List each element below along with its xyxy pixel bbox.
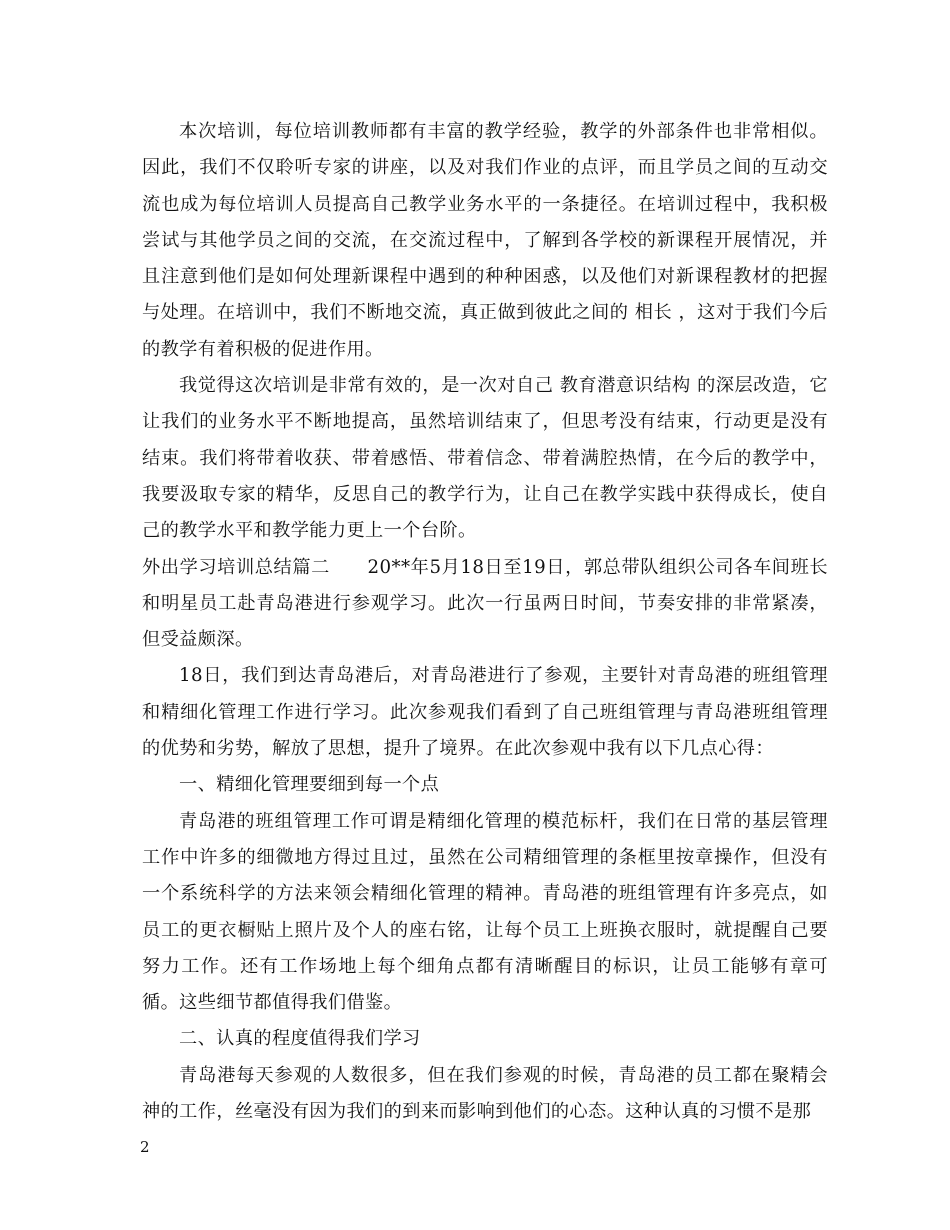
heading-point-one: 一、精细化管理要细到每一个点 <box>179 774 440 796</box>
page-number: 2 <box>140 1138 150 1156</box>
paragraph-refined-management: 青岛港的班组管理工作可谓是精细化管理的模范标杆，我们在日常的基层管理工作中许多的细微地方得过且过，虽然在公司精细管理的条框里按章操作，但没有一个系统科学的方法来领会精细化管理的精神。青岛港的班组管理有许多亮点，如员工的更衣橱贴上照片及个人的座右铭，让每个员工上班换衣服时，就提醒自己要努力工作。还有工作场地上每个细角点都有清晰醒目的标识，让员工能够有章可循。这些细节都值得我们借鉴。 <box>142 810 828 1014</box>
paragraph-qingdao-visit: 18日，我们到达青岛港后，对青岛港进行了参观，主要针对青岛港的班组管理和精细化管理工作进行学习。此次参观我们看到了自己班组管理与青岛港班组管理的优势和劣势，解放了思想，提升了境界。在此次参观中我有以下几点心得： <box>142 665 828 760</box>
paragraph-training-exchange: 本次培训，每位培训教师都有丰富的教学经验，教学的外部条件也非常相似。因此，我们不仅聆听专家的讲座，以及对我们作业的点评，而且学员之间的互动交流也成为每位培训人员提高自己教学业务水平的一条捷径。在培训过程中，我积极尝试与其他学员之间的交流，在交流过程中，了解到各学校的新课程开展情况，并且注意到他们是如何处理新课程中遇到的种种困惑，以及他们对新课程教材的把握与处理。在培训中，我们不断地交流，真正做到彼此之间的 相长 ，这对于我们今后的教学有着积极的促进作用。 <box>142 121 828 360</box>
paragraph-summary-two-intro: 外出学习培训总结篇二 20**年5月18日至19日，郭总带队组织公司各车间班长和明星员工赴青岛港进行参观学习。此次一行虽两日时间，节奏安排的非常紧凑，但受益颇深。 <box>142 556 828 651</box>
heading-point-two: 二、认真的程度值得我们学习 <box>179 1028 421 1050</box>
paragraph-earnestness: 青岛港每天参观的人数很多，但在我们参观的时候，青岛港的员工都在聚精会神的工作，丝毫没有因为我们的到来而影响到他们的心态。这种认真的习惯不是那 <box>142 1064 828 1123</box>
document-body <box>142 114 828 1130</box>
paragraph-training-effect: 我觉得这次培训是非常有效的，是一次对自己 教育潜意识结构 的深层改造，它让我们的业务水平不断地提高，虽然培训结束了，但思考没有结束，行动更是没有结束。我们将带着收获、带着感悟、带着信念、带着满腔热情，在今后的教学中，我要汲取专家的精华，反思自己的教学行为，让自己在教学实践中获得成长，使自己的教学水平和教学能力更上一个台阶。 <box>142 375 828 542</box>
